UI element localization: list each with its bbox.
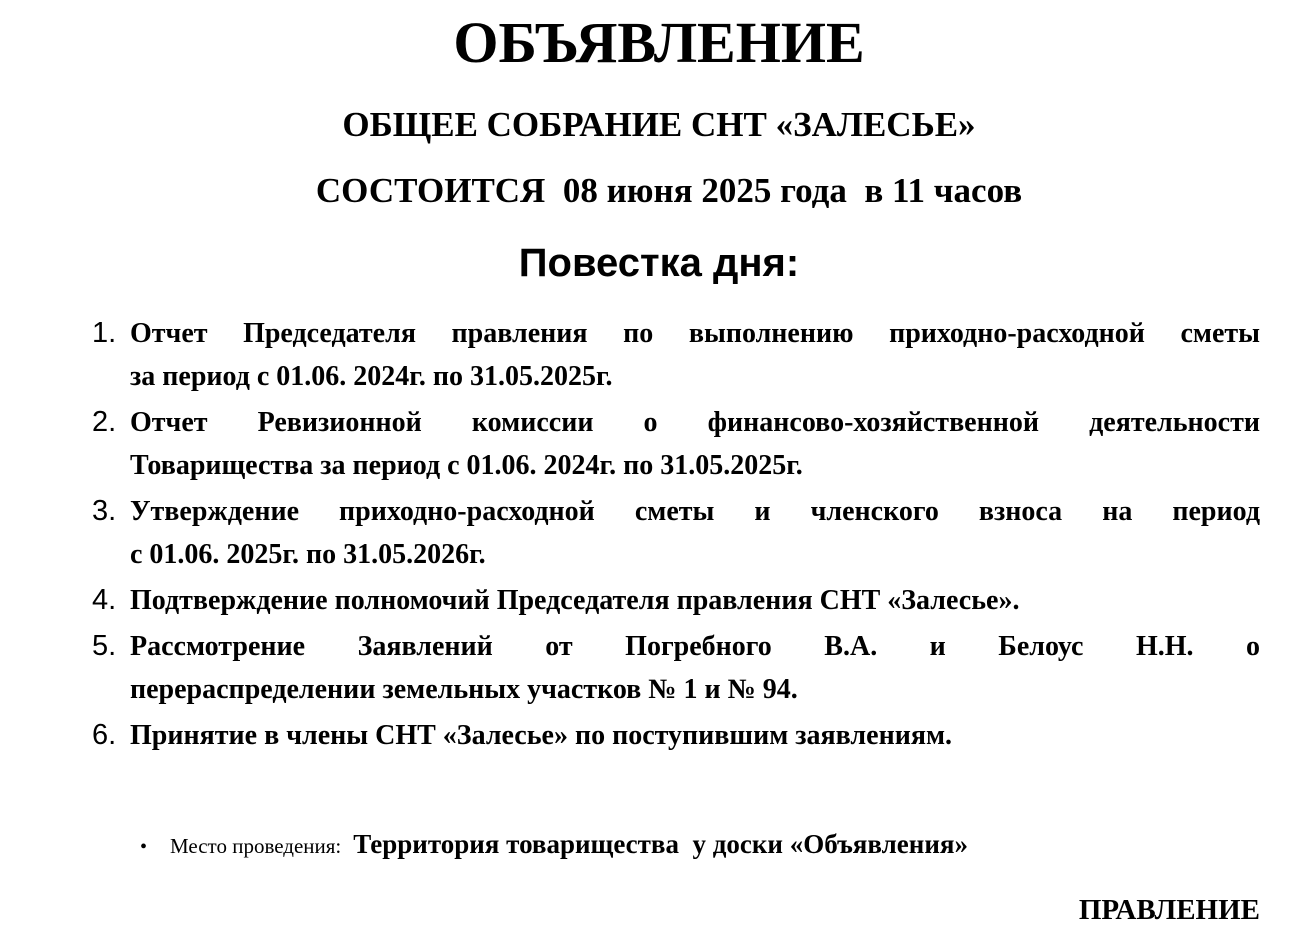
agenda-item-6: [92, 714, 1260, 757]
agenda-item-text: с 01.06. 2025г. по 31.05.2026г.: [130, 539, 486, 570]
agenda-item-text: Товарищества за период с 01.06. 2024г. по 31.05.2025г.: [130, 450, 803, 481]
agenda-item-text: Отчет Ревизионной комиссии о финансово-хозяйственной деятельности: [130, 407, 1260, 438]
signature: ПРАВЛЕНИЕ: [1078, 894, 1260, 926]
agenda-item-5: [92, 625, 1260, 711]
agenda-item-number: 3.: [92, 495, 117, 527]
agenda-list: [92, 312, 1260, 760]
page-title: ОБЪЯВЛЕНИЕ: [453, 10, 865, 75]
agenda-heading: Повестка дня:: [518, 241, 800, 285]
agenda-item-text: Принятие в члены СНТ «Залесье» по поступившим заявлениям.: [130, 720, 953, 751]
agenda-item-number: 5.: [92, 630, 117, 662]
agenda-item-text: Утверждение приходно-расходной сметы и членского взноса на период: [130, 496, 1260, 527]
agenda-item-number: 2.: [92, 406, 117, 438]
agenda-item-text: Отчет Председателя правления по выполнению приходно-расходной сметы: [130, 318, 1260, 349]
venue-label: Место проведения:: [170, 834, 342, 858]
agenda-item-text: Рассмотрение Заявлений от Погребного В.А. и Белоус Н.Н. о: [130, 631, 1260, 662]
agenda-item-number: 1.: [92, 317, 117, 349]
agenda-item-text: Подтверждение полномочий Председателя правления СНТ «Залесье».: [130, 585, 1020, 616]
meeting-date-line: СОСТОИТСЯ 08 июня 2025 года в 11 часов: [315, 171, 1023, 210]
agenda-item-number: 6.: [92, 719, 117, 751]
venue-line: [140, 826, 968, 865]
agenda-item-1: [92, 312, 1260, 398]
agenda-item-2: [92, 401, 1260, 487]
meeting-subtitle: ОБЩЕЕ СОБРАНИЕ СНТ «ЗАЛЕСЬЕ»: [342, 105, 976, 144]
venue-value: Территория товарищества у доски «Объявления»: [353, 829, 968, 859]
bullet-icon: •: [140, 836, 148, 858]
agenda-item-4: [92, 579, 1260, 622]
agenda-item-text: перераспределении земельных участков № 1 и № 94.: [130, 674, 798, 705]
agenda-item-number: 4.: [92, 584, 117, 616]
agenda-item-3: [92, 490, 1260, 576]
agenda-item-text: за период с 01.06. 2024г. по 31.05.2025г.: [130, 361, 613, 392]
